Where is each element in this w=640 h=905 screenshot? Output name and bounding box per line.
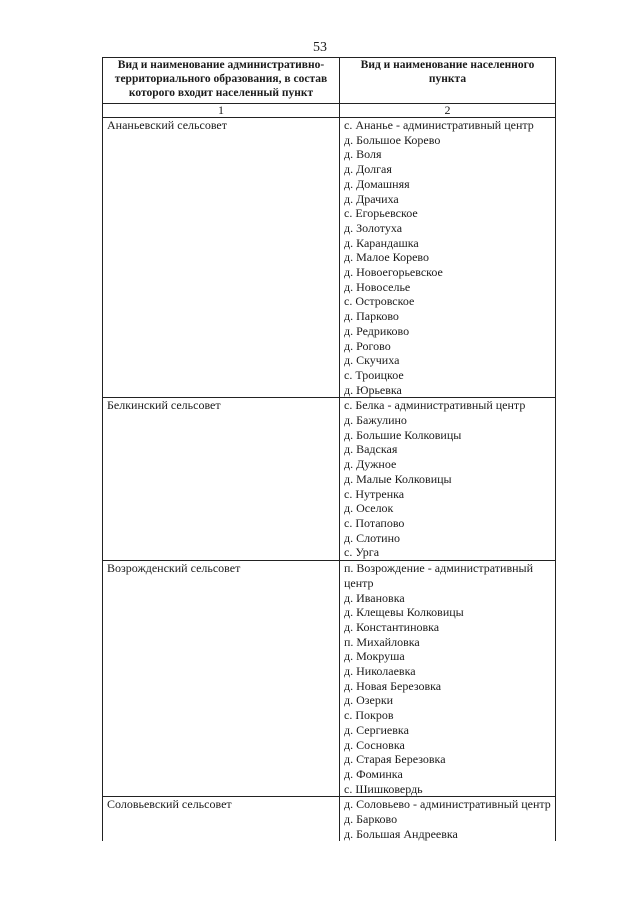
settlement-list (340, 398, 556, 561)
district-name: Возрожденский сельсовет (103, 561, 340, 797)
table-row (103, 561, 556, 797)
settlement-item: д. Дужное (344, 457, 397, 472)
page-number: 53 (313, 40, 327, 55)
column-number-1: 1 (103, 104, 340, 118)
settlement-item: д. Сергиевка (344, 722, 409, 737)
settlement-item: с. Урга (344, 545, 380, 560)
settlement-item: д. Редриково (344, 323, 410, 338)
settlement-item: д. Слотино (344, 530, 401, 545)
settlement-item: с. Потапово (344, 515, 405, 530)
settlement-item: д. Малые Колковицы (344, 471, 452, 486)
settlement-item: д. Вадская (344, 442, 398, 457)
header-col-1: Вид и наименование административно-территориального образования, в состав которого входит населенный пункт (103, 58, 340, 104)
table-header-row (103, 58, 556, 104)
settlement-item: с. Покров (344, 708, 394, 723)
settlement-item: д. Фоминка (344, 766, 403, 781)
settlement-item: д. Малое Корево (344, 250, 429, 265)
settlement-item: д. Барково (344, 812, 398, 827)
district-name: Соловьевский сельсовет (103, 797, 340, 842)
settlement-list (340, 118, 556, 398)
settlement-item: д. Старая Березовка (344, 752, 446, 767)
settlement-item: д. Драчиха (344, 191, 399, 206)
settlement-list (340, 797, 556, 842)
settlement-item: д. Озерки (344, 693, 394, 708)
settlement-item: д. Долгая (344, 162, 392, 177)
settlement-item: д. Большое Корево (344, 132, 441, 147)
settlement-item: д. Сосновка (344, 737, 405, 752)
settlement-item: с. Нутренка (344, 486, 405, 501)
table-row (103, 118, 556, 398)
column-number-2: 2 (340, 104, 556, 118)
column-number-row (103, 104, 556, 118)
settlement-item: д. Новоегорьевское (344, 265, 443, 280)
settlement-item: д. Константиновка (344, 619, 440, 634)
district-name: Ананьевский сельсовет (103, 118, 340, 398)
settlement-item: д. Большая Андреевка (344, 826, 458, 841)
district-name: Белкинский сельсовет (103, 398, 340, 561)
settlement-item: д. Новоселье (344, 279, 411, 294)
settlement-item: п. Возрождение - административный центр (344, 561, 534, 590)
table-row (103, 797, 556, 842)
settlement-item: д. Соловьево - административный центр (344, 797, 551, 812)
settlement-item: д. Николаевка (344, 664, 416, 679)
settlement-item: д. Бажулино (344, 413, 407, 428)
settlement-item: д. Клещевы Колковицы (344, 605, 464, 620)
header-col-2: Вид и наименование населенного пункта (340, 58, 556, 104)
settlement-item: д. Мокруша (344, 649, 405, 664)
settlement-item: д. Оселок (344, 501, 394, 516)
settlement-item: д. Воля (344, 147, 382, 162)
settlement-item: д. Карандашка (344, 235, 419, 250)
settlement-item: д. Парково (344, 309, 399, 324)
settlement-item: с. Островское (344, 294, 415, 309)
settlement-item: д. Золотуха (344, 220, 403, 235)
settlements-table (102, 57, 556, 841)
settlement-list (340, 561, 556, 797)
settlement-item: д. Юрьевка (344, 382, 402, 397)
settlement-item: д. Скучиха (344, 353, 400, 368)
table-row (103, 398, 556, 561)
settlement-item: с. Белка - административный центр (344, 398, 526, 413)
settlement-item: д. Домашняя (344, 176, 410, 191)
settlement-item: д. Ивановка (344, 590, 405, 605)
settlement-item: с. Ананье - административный центр (344, 118, 534, 132)
settlement-item: д. Рогово (344, 338, 391, 353)
settlement-item: с. Шишковердь (344, 781, 423, 796)
settlement-item: д. Большие Колковицы (344, 427, 462, 442)
settlement-item: д. Новая Березовка (344, 678, 442, 693)
settlement-item: п. Михайловка (344, 634, 420, 649)
settlement-item: с. Егорьевское (344, 206, 418, 221)
settlement-item: с. Троицкое (344, 367, 404, 382)
